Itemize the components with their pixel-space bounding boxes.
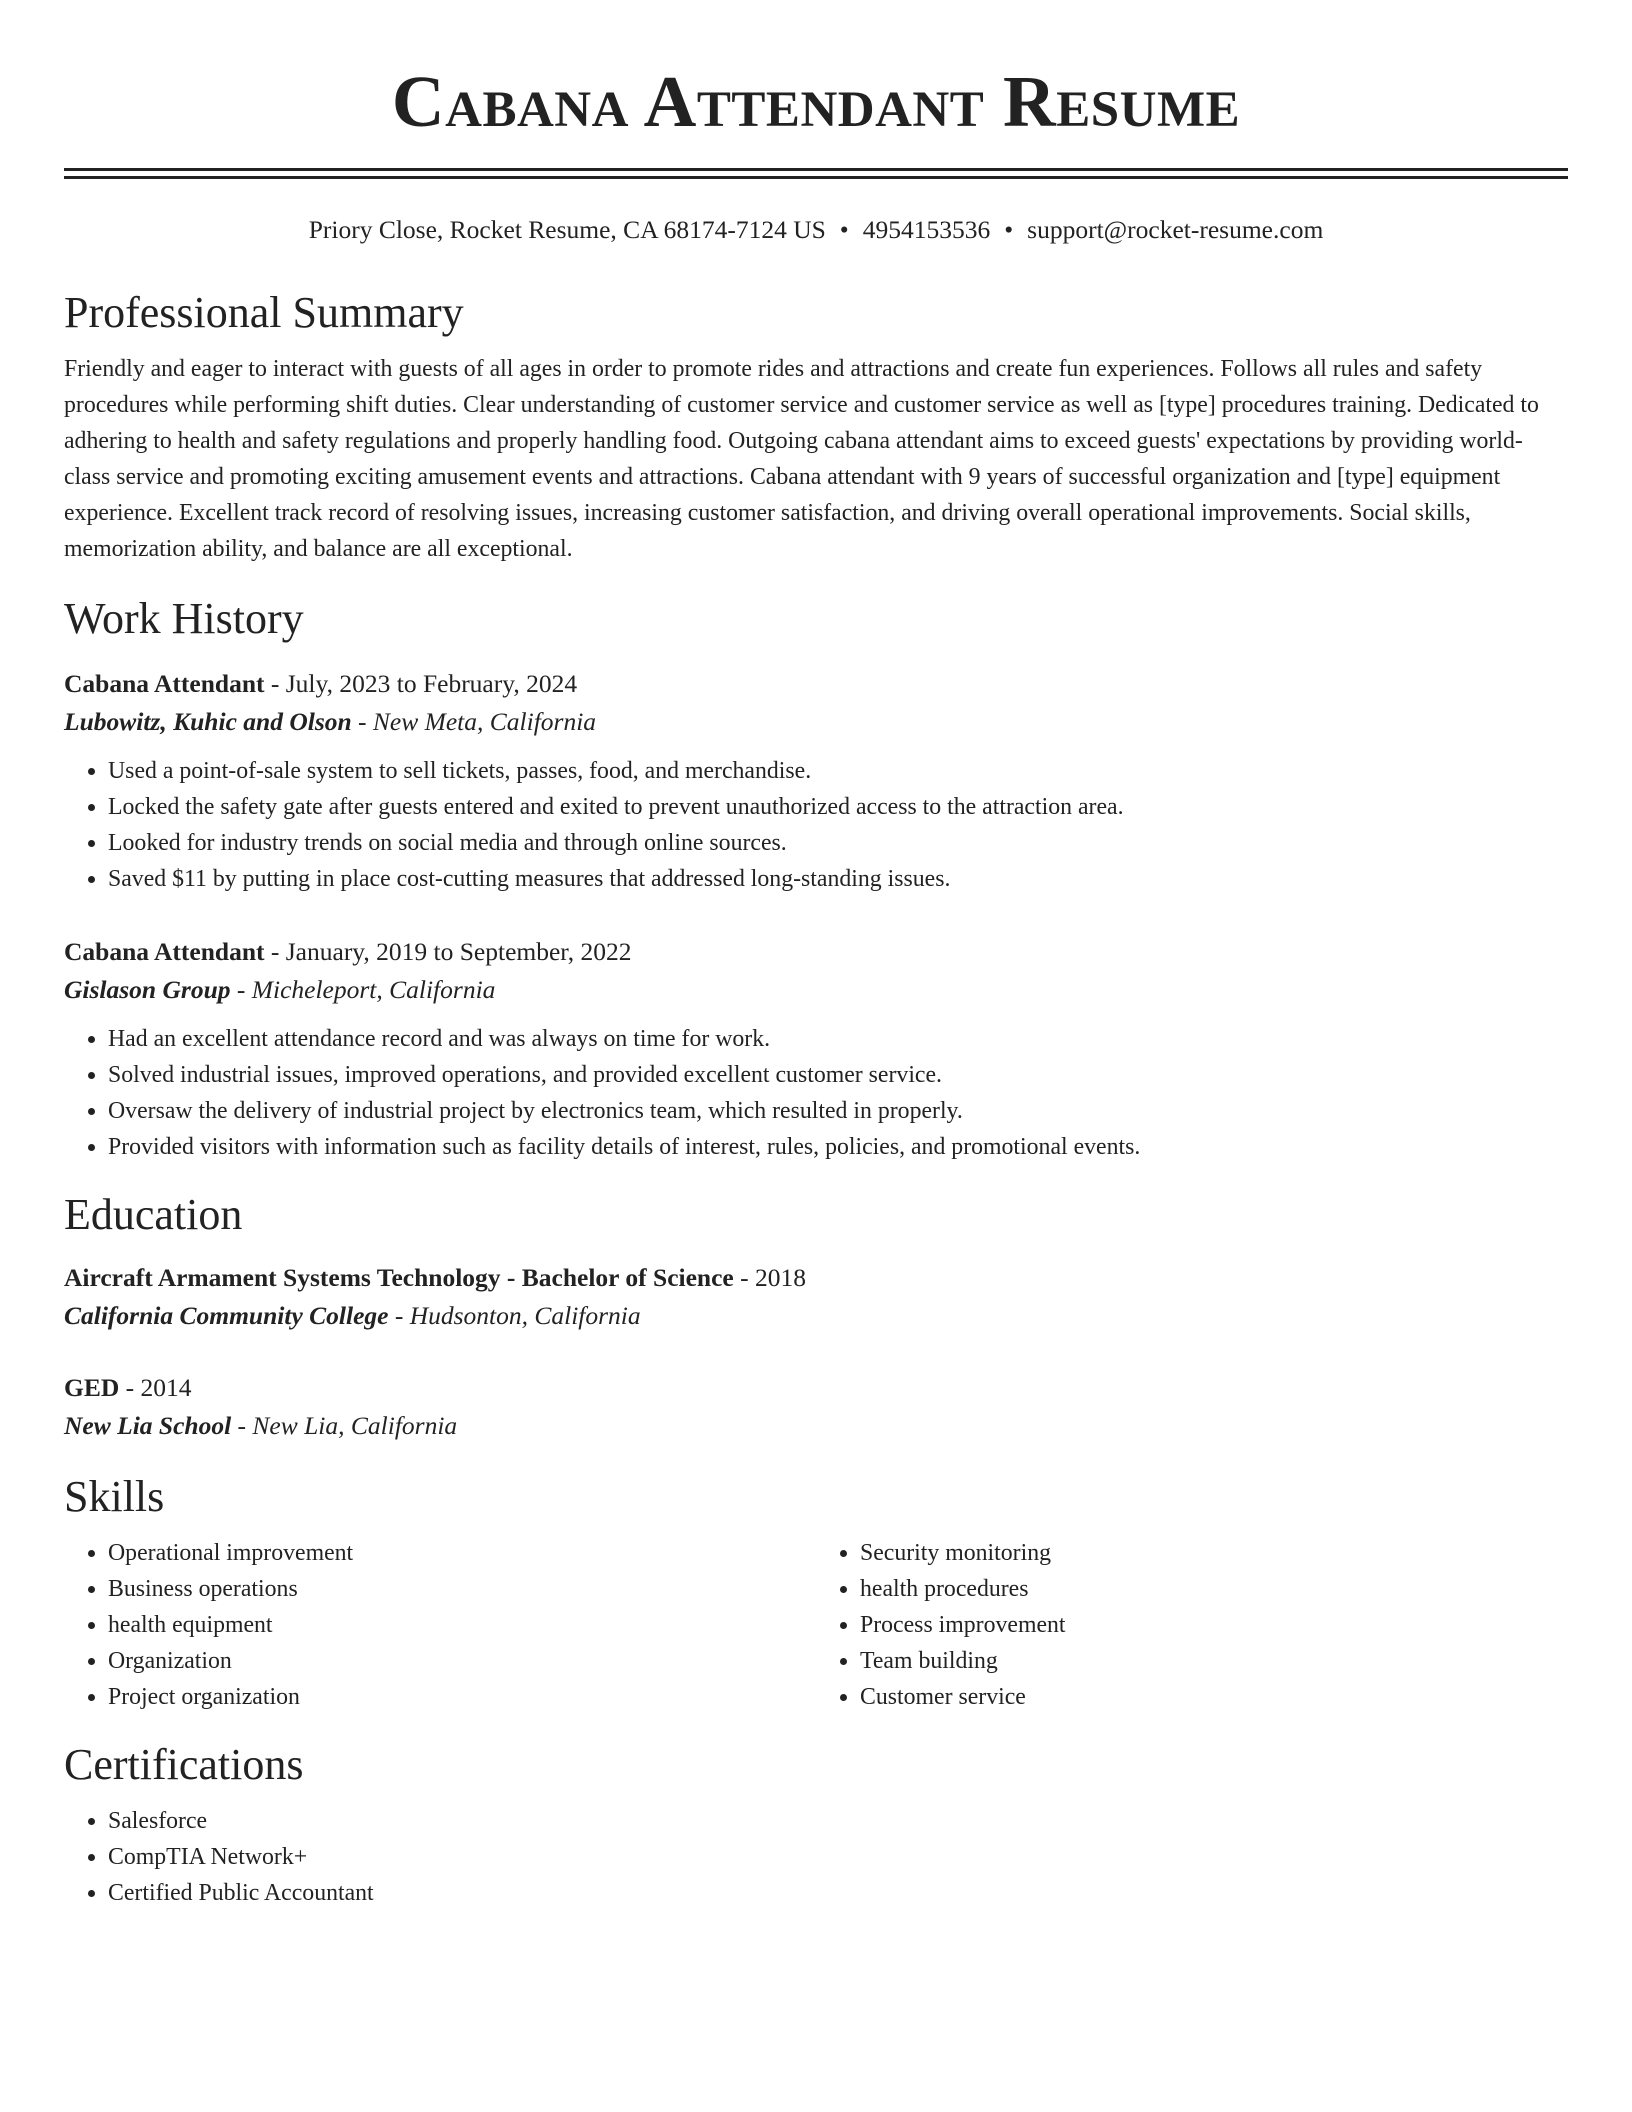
skills-list-left	[64, 1535, 816, 1715]
job-duty: • Looked for industry trends on social media and through online sources.	[108, 825, 1568, 861]
school-location: - New Lia, California	[231, 1411, 458, 1440]
certification-item: • Salesforce	[108, 1803, 1568, 1839]
contact-separator: •	[839, 215, 849, 244]
job-duty: • Had an excellent attendance record and was always on time for work.	[108, 1021, 1568, 1057]
school-line	[64, 1407, 1568, 1445]
skill-item: • Organization	[108, 1643, 816, 1679]
title-divider-top	[64, 168, 1568, 171]
education-heading: Education	[64, 1190, 243, 1239]
job-duties-list	[64, 753, 1568, 897]
school-line	[64, 1297, 1568, 1335]
job-entry	[64, 933, 1568, 1165]
title-divider-bottom	[64, 176, 1568, 179]
job-company-line	[64, 971, 1568, 1009]
job-location: - New Meta, California	[351, 707, 597, 736]
contact-email: support@rocket-resume.com	[1027, 215, 1324, 244]
skill-item: • Process improvement	[860, 1607, 1568, 1643]
job-title: Cabana Attendant	[64, 937, 265, 966]
job-duty: • Solved industrial issues, improved operations, and provided excellent customer service.	[108, 1057, 1568, 1093]
certifications-heading: Certifications	[64, 1740, 304, 1789]
job-duties-list	[64, 1021, 1568, 1165]
skills-list-right	[816, 1535, 1568, 1715]
skill-item: • Operational improvement	[108, 1535, 816, 1571]
job-title: Cabana Attendant	[64, 669, 265, 698]
skill-item: • Customer service	[860, 1679, 1568, 1715]
job-company: Lubowitz, Kuhic and Olson	[64, 707, 352, 736]
skills-heading: Skills	[64, 1472, 165, 1521]
certification-item: • CompTIA Network+	[108, 1839, 1568, 1875]
certifications-list	[64, 1803, 1568, 1911]
work-history-heading: Work History	[64, 594, 304, 643]
job-duty: • Used a point-of-sale system to sell tickets, passes, food, and merchandise.	[108, 753, 1568, 789]
resume-title: Cabana Attendant Resume	[391, 61, 1241, 142]
education-entry	[64, 1259, 1568, 1335]
job-title-line	[64, 933, 1568, 971]
job-duty: • Oversaw the delivery of industrial project by electronics team, which resulted in properly.	[108, 1093, 1568, 1129]
degree-line	[64, 1369, 1568, 1407]
degree-year: - 2018	[733, 1263, 806, 1292]
skill-item: • Business operations	[108, 1571, 816, 1607]
school-location: - Hudsonton, California	[388, 1301, 641, 1330]
job-duty: • Locked the safety gate after guests entered and exited to prevent unauthorized access to the attraction area.	[108, 789, 1568, 825]
contact-line	[64, 213, 1568, 247]
school-name: New Lia School	[64, 1411, 232, 1440]
summary-text: Friendly and eager to interact with guests of all ages in order to promote rides and attractions and create fun experiences. Follows all rules and safety procedures while performing shift duties. Clear understanding of customer service and customer service as well as [type] procedures training. Dedicated to adhering to health and safety regulations and properly handling food. Outgoing cabana attendant aims to exceed guests' expectations by providing world-class service and promoting exciting amusement events and attractions. Cabana attendant with 9 years of successful organization and [type] equipment experience. Excellent track record of resolving issues, increasing customer satisfaction, and driving overall operational improvements. Social skills, memorization ability, and balance are all exceptional.	[64, 356, 1539, 562]
job-dates: - January, 2019 to September, 2022	[264, 937, 632, 966]
job-dates: - July, 2023 to February, 2024	[264, 669, 578, 698]
skill-item: • health procedures	[860, 1571, 1568, 1607]
contact-address: Priory Close, Rocket Resume, CA 68174-7124 US	[308, 215, 826, 244]
skill-item: • Project organization	[108, 1679, 816, 1715]
degree-name: GED	[64, 1373, 120, 1402]
certification-item: • Certified Public Accountant	[108, 1875, 1568, 1911]
summary-heading: Professional Summary	[64, 288, 464, 337]
job-title-line	[64, 665, 1568, 703]
job-entry	[64, 665, 1568, 897]
skill-item: • Security monitoring	[860, 1535, 1568, 1571]
job-duty: • Saved $11 by putting in place cost-cutting measures that addressed long-standing issues.	[108, 861, 1568, 897]
contact-phone: 4954153536	[862, 215, 991, 244]
degree-year: - 2014	[119, 1373, 192, 1402]
job-company-line	[64, 703, 1568, 741]
contact-separator: •	[1004, 215, 1014, 244]
skill-item: • Team building	[860, 1643, 1568, 1679]
education-entry	[64, 1369, 1568, 1445]
degree-line	[64, 1259, 1568, 1297]
degree-name: Aircraft Armament Systems Technology - Bachelor of Science	[64, 1263, 734, 1292]
job-location: - Micheleport, California	[230, 975, 496, 1004]
job-company: Gislason Group	[64, 975, 231, 1004]
job-duty: • Provided visitors with information such as facility details of interest, rules, policies, and promotional events.	[108, 1129, 1568, 1165]
school-name: California Community College	[64, 1301, 389, 1330]
skills-grid	[64, 1535, 1568, 1715]
skill-item: • health equipment	[108, 1607, 816, 1643]
